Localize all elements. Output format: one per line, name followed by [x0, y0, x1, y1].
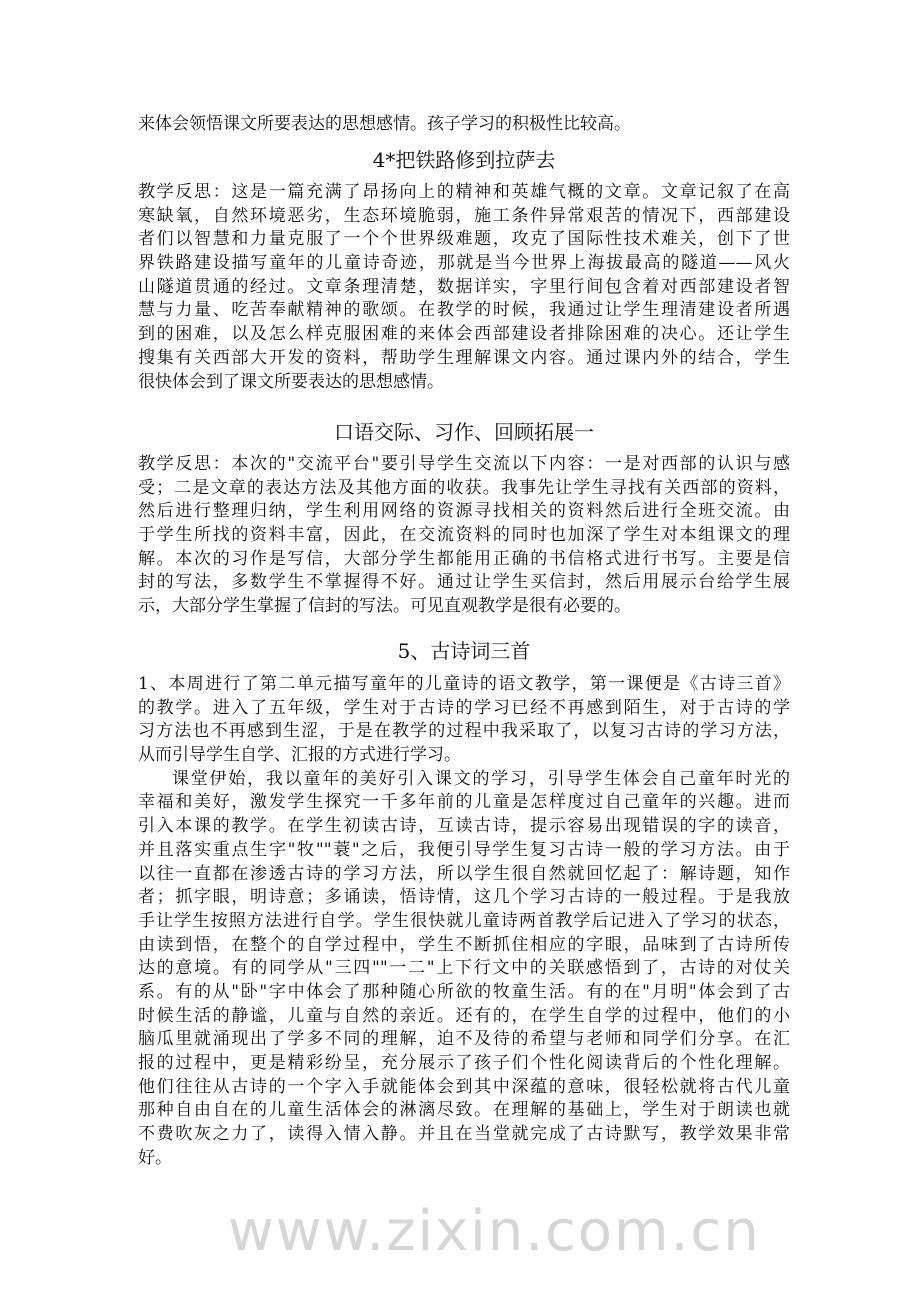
- text-line: 不费吹灰之力了，读得入情入静。并且在当堂就完成了古诗默写，教学效果非常: [138, 1124, 790, 1145]
- section-body-lesson4: [138, 181, 790, 394]
- text-line: 界铁路建设描写童年的儿童诗奇迹，那就是当今世界上海拔最高的隧道——风火: [138, 253, 790, 274]
- paragraph: [138, 673, 790, 768]
- text-line: 到的困难，以及怎么样克服困难的来体会西部建设者排除困难的决心。还让学生: [138, 324, 790, 345]
- section-heading-oral: 口语交际、习作、回顾拓展一: [334, 420, 594, 444]
- text-line: 教学反思：这是一篇充满了昂扬向上的精神和英雄气概的文章。文章记叙了在高: [138, 182, 790, 202]
- paragraph: [138, 768, 790, 1171]
- section-body-oral: [138, 453, 790, 619]
- text-line: 好。: [138, 1147, 172, 1168]
- text-line: 达的意境。有的同学从"三四""一二"上下行文中的关联感悟到了，古诗的对仗关: [138, 958, 790, 979]
- text-line: 受；二是文章的表达方法及其他方面的收获。我事先让学生寻找有关西部的资料，: [138, 477, 790, 498]
- section-body-intro: [138, 113, 790, 137]
- text-line: 脑瓜里就涌现出了学多不同的理解，迫不及待的希望与老师和同学们分享。在汇: [138, 1029, 790, 1050]
- text-line: 他们往往从古诗的一个字入手就能体会到其中深蕴的意味，很轻松就将古代儿童: [138, 1076, 790, 1097]
- text-line: 那种自由自在的儿童生活体会的淋漓尽致。在理解的基础上，学生对于朗读也就: [138, 1100, 790, 1121]
- text-line: 报的过程中，更是精彩纷呈，充分展示了孩子们个性化阅读背后的个性化理解。: [138, 1053, 790, 1073]
- text-line: 时候生活的静谧，儿童与自然的亲近。还有的，在学生自学的过程中，他们的小: [138, 1005, 790, 1026]
- text-line: 搜集有关西部大开发的资料，帮助学生理解课文内容。通过课内外的结合，学生: [138, 347, 790, 368]
- text-line: 然后进行整理归纳，学生利用网络的资源寻找相关的资料然后进行全班交流。由: [138, 501, 790, 522]
- text-line: 课堂伊始，我以童年的美好引入课文的学习，引导学生体会自己童年时光的: [172, 768, 790, 789]
- text-line: 习方法也不再感到生涩，于是在教学的过程中我采取了，以复习古诗的学习方法，: [138, 721, 790, 742]
- paragraph: [138, 181, 790, 394]
- text-line: 系。有的从"卧"字中体会了那种随心所欲的牧童生活。有的在"月明"体会到了古: [138, 981, 790, 1002]
- text-line: 慧与力量、吃苦奉献精神的歌颂。在教学的时候，我通过让学生理清建设者所遇: [138, 300, 790, 321]
- text-line: 幸福和美好，激发学生探究一千多年前的儿童是怎样度过自己童年的兴趣。进而: [138, 792, 790, 813]
- text-line: 引入本课的教学。在学生初读古诗，互读古诗，提示容易出现错误的字的读音，: [138, 816, 790, 837]
- text-line: 山隧道贯通的经过。文章条理清楚，数据详实，字里行间包含着对西部建设者智: [138, 276, 790, 297]
- text-line: 并且落实重点生字"牧""蓑"之后，我便引导学生复习古诗一般的学习方法。由于: [138, 839, 790, 860]
- text-line: 很快体会到了课文所要表达的思想感情。: [138, 371, 444, 392]
- text-line: 于学生所找的资料丰富，因此，在交流资料的同时也加深了学生对本组课文的理: [138, 525, 790, 546]
- section-heading-lesson4: 4*把铁路修到拉萨去: [372, 148, 556, 172]
- text-line: 来体会领悟课文所要表达的思想感情。孩子学习的积极性比较高。: [138, 114, 631, 134]
- text-line: 寒缺氧，自然环境恶劣，生态环境脆弱，施工条件异常艰苦的情况下，西部建设: [138, 205, 790, 226]
- text-line: 由读到悟，在整个的自学过程中，学生不断抓住相应的字眼，品味到了古诗所传: [138, 934, 790, 955]
- paragraph: [138, 453, 790, 619]
- paragraph: [138, 113, 790, 137]
- text-line: 以往一直都在渗透古诗的学习方法，所以学生很自然就回忆起了：解诗题，知作: [138, 863, 790, 884]
- text-line: 封的写法，多数学生不掌握得不好。通过让学生买信封，然后用展示台给学生展: [138, 572, 790, 593]
- text-line: 教学反思：本次的"交流平台"要引导学生交流以下内容：一是对西部的认识与感: [138, 454, 790, 474]
- watermark: www.zixin.com.cn: [228, 1199, 761, 1264]
- text-line: 者们以智慧和力量克服了一个个世界级难题，攻克了国际性技术难关，创下了世: [138, 229, 790, 250]
- section-body-lesson5: [138, 673, 790, 1170]
- text-line: 从而引导学生自学、汇报的方式进行学习。: [138, 745, 461, 766]
- text-line: 者；抓字眼，明诗意；多诵读，悟诗情，这几个学习古诗的一般过程。于是我放: [138, 887, 790, 908]
- text-line: 的教学。进入了五年级，学生对于古诗的学习已经不再感到陌生，对于古诗的学: [138, 697, 790, 718]
- text-line: 手让学生按照方法进行自学。学生很快就儿童诗两首教学后记进入了学习的状态，: [138, 910, 790, 931]
- section-heading-lesson5: 5、古诗词三首: [397, 639, 531, 663]
- text-line: 1、本周进行了第二单元描写童年的儿童诗的语文教学，第一课便是《古诗三首》: [138, 674, 790, 694]
- text-line: 示，大部分学生掌握了信封的写法。可见直观教学是很有必要的。: [138, 596, 631, 617]
- text-line: 解。本次的习作是写信，大部分学生都能用正确的书信格式进行书写。主要是信: [138, 548, 790, 569]
